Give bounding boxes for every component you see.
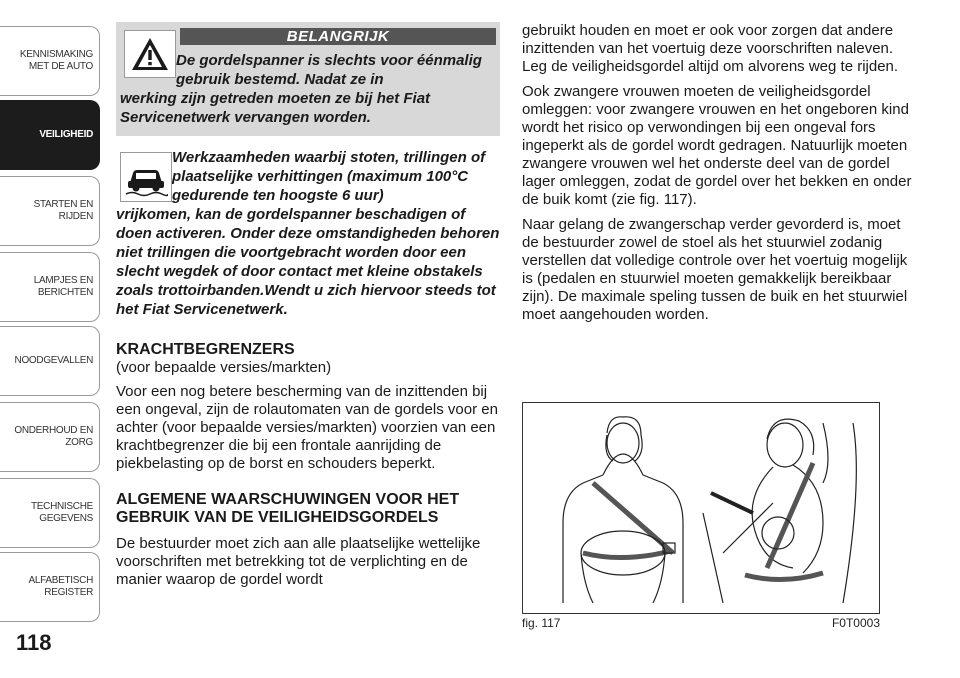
section-title-waarschuwingen: ALGEMENE WAARSCHUWINGEN VOOR HET GEBRUIK VAN DE VEILIGHEIDSGORDELS bbox=[116, 491, 460, 526]
tab-label: ONDERHOUD EN ZORG bbox=[14, 425, 93, 448]
important-text: De gordelspanner is slechts voor éénmalig gebruik bestemd. Nadat ze in werking zijn getreden moeten ze bij het Fiat Servicenetwerk vervangen worden. bbox=[120, 52, 482, 126]
section-body: Voor een nog betere bescherming van de inzittenden bij een ongeval, zijn de rolautomaten van de gordels voor en achter (voor bepaalde versies/markten) voorzien van een krachtbegrenzer die bij een frontale aanrijding de piekbelasting op de borst en schouders beperkt. bbox=[116, 383, 498, 472]
section-subtitle: (voor bepaalde versies/markten) bbox=[116, 359, 332, 376]
note-text: Werkzaamheden waarbij stoten, trillingen of plaatselijke verhittingen (maximum 100°C gedurende ten hoogste 6 uur) vrijkomen, kan de gordelspanner beschadigen of doen activeren. Onder deze omstandigheden behoren niet trillingen die voortgebracht worden door een slecht wegdek of door contact met kleine obstakels zoals trottoirbanden.Wendt u zich hiervoor steeds tot het Fiat Servicenetwerk. bbox=[116, 149, 500, 318]
tab-onderhoud-en-zorg[interactable] bbox=[0, 402, 100, 472]
tab-label: TECHNISCHE GEGEVENS bbox=[30, 501, 93, 524]
figure-caption bbox=[522, 616, 880, 630]
paragraph: gebruikt houden en moet er ook voor zorgen dat andere inzittenden van het voertuig deze voorschriften naleven. Leg de veiligheidsgordel altijd om alvorens weg te rijden. bbox=[522, 22, 899, 75]
tab-lampjes-en-berichten[interactable] bbox=[0, 252, 100, 322]
tab-starten-en-rijden[interactable] bbox=[0, 176, 100, 246]
figure-code: F0T0003 bbox=[831, 616, 880, 630]
car-bumpy-road-icon bbox=[120, 152, 172, 202]
tab-label: STARTEN EN RIJDEN bbox=[33, 199, 93, 222]
figure-pregnant-seatbelt-illustration bbox=[522, 402, 880, 614]
note-box bbox=[116, 148, 500, 319]
left-column bbox=[116, 22, 500, 589]
tab-label: LAMPJES EN BERICHTEN bbox=[33, 275, 93, 298]
tab-noodgevallen[interactable] bbox=[0, 326, 100, 396]
tab-label: ALFABETISCH REGISTER bbox=[28, 575, 93, 598]
tab-technische-gegevens[interactable] bbox=[0, 478, 100, 548]
right-column bbox=[522, 22, 912, 324]
paragraph: Ook zwangere vrouwen moeten de veiligheidsgordel omleggen: voor zwangere vrouwen en het ongeboren kind wordt het risico op verwondingen bij een ongeval fors ingeperkt als de gordel wordt gedragen. Natuurlijk moeten zwangere vrouwen wel het onderste deel van de gordel lager omleggen, zodat de gordel over het bekken en onder de buik komt (zie fig. 117). bbox=[522, 83, 912, 208]
tab-alfabetisch-register[interactable] bbox=[0, 552, 100, 622]
page-number: 118 bbox=[16, 630, 52, 655]
section-title-krachtbegrenzers: KRACHTBEGRENZERS bbox=[116, 341, 295, 358]
figure-number: fig. 117 bbox=[522, 616, 561, 630]
tab-label: NOODGEVALLEN bbox=[14, 355, 93, 366]
tab-label: KENNISMAKING MET DE AUTO bbox=[19, 49, 93, 72]
important-header: BELANGRIJK bbox=[180, 28, 496, 45]
paragraph: Naar gelang de zwangerschap verder gevorderd is, moet de bestuurder zowel de stoel als het stuurwiel zodanig verstellen dat volledige controle over het voertuig mogelijk is (pedalen en stuurwiel moeten gemakkelijk bereikbaar zijn). De maximale speling tussen de buik en het stuurwiel moet aangehouden worden. bbox=[522, 216, 908, 323]
warning-triangle-icon bbox=[124, 30, 176, 78]
section-body: De bestuurder moet zich aan alle plaatselijke wettelijke voorschriften met betrekking tot de verplichting en de manier waarop de gordel wordt bbox=[116, 535, 481, 588]
tab-kennismaking[interactable] bbox=[0, 26, 100, 96]
tab-veiligheid[interactable] bbox=[0, 100, 100, 170]
chapter-tabs bbox=[0, 0, 100, 678]
important-box bbox=[116, 22, 500, 136]
tab-label: VEILIGHEID bbox=[39, 129, 93, 140]
